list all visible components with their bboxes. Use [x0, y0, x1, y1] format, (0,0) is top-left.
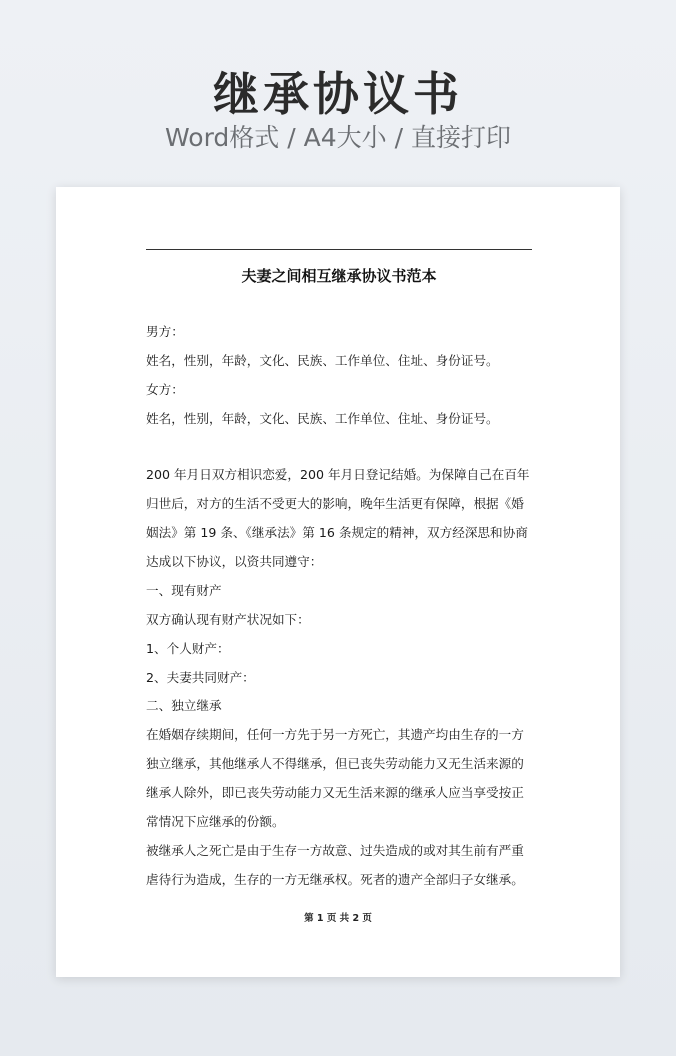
- paragraph-line: 姻法》第 19 条、《继承法》第 16 条规定的精神，双方经深思和协商: [146, 525, 528, 540]
- paragraph-line: 继承人除外，即已丧失劳动能力又无生活来源的继承人应当享受按正: [146, 785, 524, 800]
- header-rule: [146, 249, 532, 250]
- document-title: 夫妻之间相互继承协议书范本: [241, 267, 437, 285]
- paragraph-line: 双方确认现有财产状况如下：: [146, 612, 310, 627]
- paragraph-line: 虐待行为造成，生存的一方无继承权。死者的遗产全部归子女继承。: [146, 872, 524, 887]
- party-male-label: 男方：: [146, 324, 184, 339]
- paragraph-line: 200 年月日双方相识恋爱，200 年月日登记结婚。为保障自己在百年: [146, 467, 530, 482]
- banner-subtitle: Word格式 / A4大小 / 直接打印: [165, 123, 511, 152]
- paragraph-line: 常情况下应继承的份额。: [146, 814, 285, 829]
- banner-title: 继承协议书: [213, 67, 463, 121]
- document-page: [56, 187, 620, 977]
- list-item: 2、夫妻共同财产：: [146, 670, 255, 685]
- page-footer: 第 1 页 共 2 页: [304, 913, 372, 924]
- paragraph-line: 达成以下协议，以资共同遵守：: [146, 554, 323, 569]
- section-heading: 一、现有财产: [146, 583, 222, 598]
- section-heading: 二、独立继承: [146, 698, 222, 713]
- paragraph-line: 归世后，对方的生活不受更大的影响，晚年生活更有保障，根据《婚: [146, 496, 524, 511]
- party-female-details: 姓名，性别，年龄，文化、民族、工作单位、住址、身份证号。: [146, 411, 499, 426]
- party-male-details: 姓名，性别，年龄，文化、民族、工作单位、住址、身份证号。: [146, 353, 499, 368]
- party-female-label: 女方：: [146, 382, 184, 397]
- paragraph-line: 独立继承，其他继承人不得继承，但已丧失劳动能力又无生活来源的: [146, 756, 524, 771]
- paragraph-line: 在婚姻存续期间，任何一方先于另一方死亡，其遗产均由生存的一方: [146, 727, 524, 742]
- paragraph-line: 被继承人之死亡是由于生存一方故意、过失造成的或对其生前有严重: [146, 843, 524, 858]
- list-item: 1、个人财产：: [146, 641, 230, 656]
